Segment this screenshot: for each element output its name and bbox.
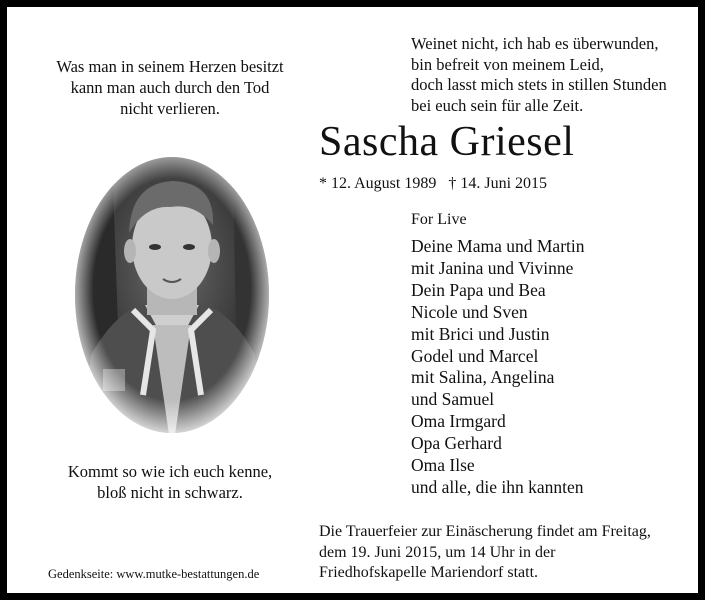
- poem-line: bei euch sein für alle Zeit.: [411, 95, 584, 115]
- quote-line: bloß nicht in schwarz.: [97, 482, 243, 502]
- funeral-line: Die Trauerfeier zur Einäscherung findet am Freitag,: [319, 523, 651, 540]
- mourner-line: mit Brici und Justin: [411, 323, 550, 344]
- poem-line: bin befreit von meinem Leid,: [411, 54, 604, 74]
- mourner-line: Nicole und Sven: [411, 301, 528, 322]
- mourner-line: mit Salina, Angelina: [411, 367, 555, 388]
- memorial-website: Gedenkseite: www.mutke-bestattungen.de: [48, 567, 260, 581]
- life-dates: * 12. August 1989 † 14. Juni 2015: [319, 175, 548, 192]
- mourners-list: [411, 236, 585, 499]
- mourner-line: mit Janina und Vivinne: [411, 257, 574, 278]
- quote-line: nicht verlieren.: [120, 99, 220, 118]
- funeral-line: Friedhofskapelle Mariendorf statt.: [319, 564, 539, 581]
- quote-line: Was man in seinem Herzen besitzt: [56, 57, 284, 76]
- quote-top-left: [31, 56, 309, 119]
- quote-bottom-left: [31, 462, 309, 503]
- quote-top-right: [411, 34, 667, 116]
- deceased-name: Sascha Griesel: [319, 119, 575, 165]
- poem-line: doch lasst mich stets in stillen Stunden: [411, 75, 667, 94]
- poem-line: Weinet nicht, ich hab es überwunden,: [411, 34, 659, 53]
- for-live-label: For Live: [411, 211, 467, 228]
- funeral-notice: [319, 522, 651, 584]
- mourner-line: und alle, die ihn kannten: [411, 476, 584, 497]
- funeral-line: dem 19. Juni 2015, um 14 Uhr in der: [319, 543, 556, 561]
- mourner-line: Opa Gerhard: [411, 433, 502, 454]
- quote-line: kann man auch durch den Tod: [70, 78, 270, 97]
- mourner-line: Oma Irmgard: [411, 411, 506, 432]
- mourner-line: Godel und Marcel: [411, 345, 539, 366]
- quote-line: Kommt so wie ich euch kenne,: [67, 462, 273, 481]
- mourner-line: Oma Ilse: [411, 455, 475, 476]
- mourner-line: Deine Mama und Martin: [411, 236, 585, 256]
- mourner-line: und Samuel: [411, 389, 495, 410]
- mourner-line: Dein Papa und Bea: [411, 279, 546, 300]
- portrait-photo: [73, 155, 271, 435]
